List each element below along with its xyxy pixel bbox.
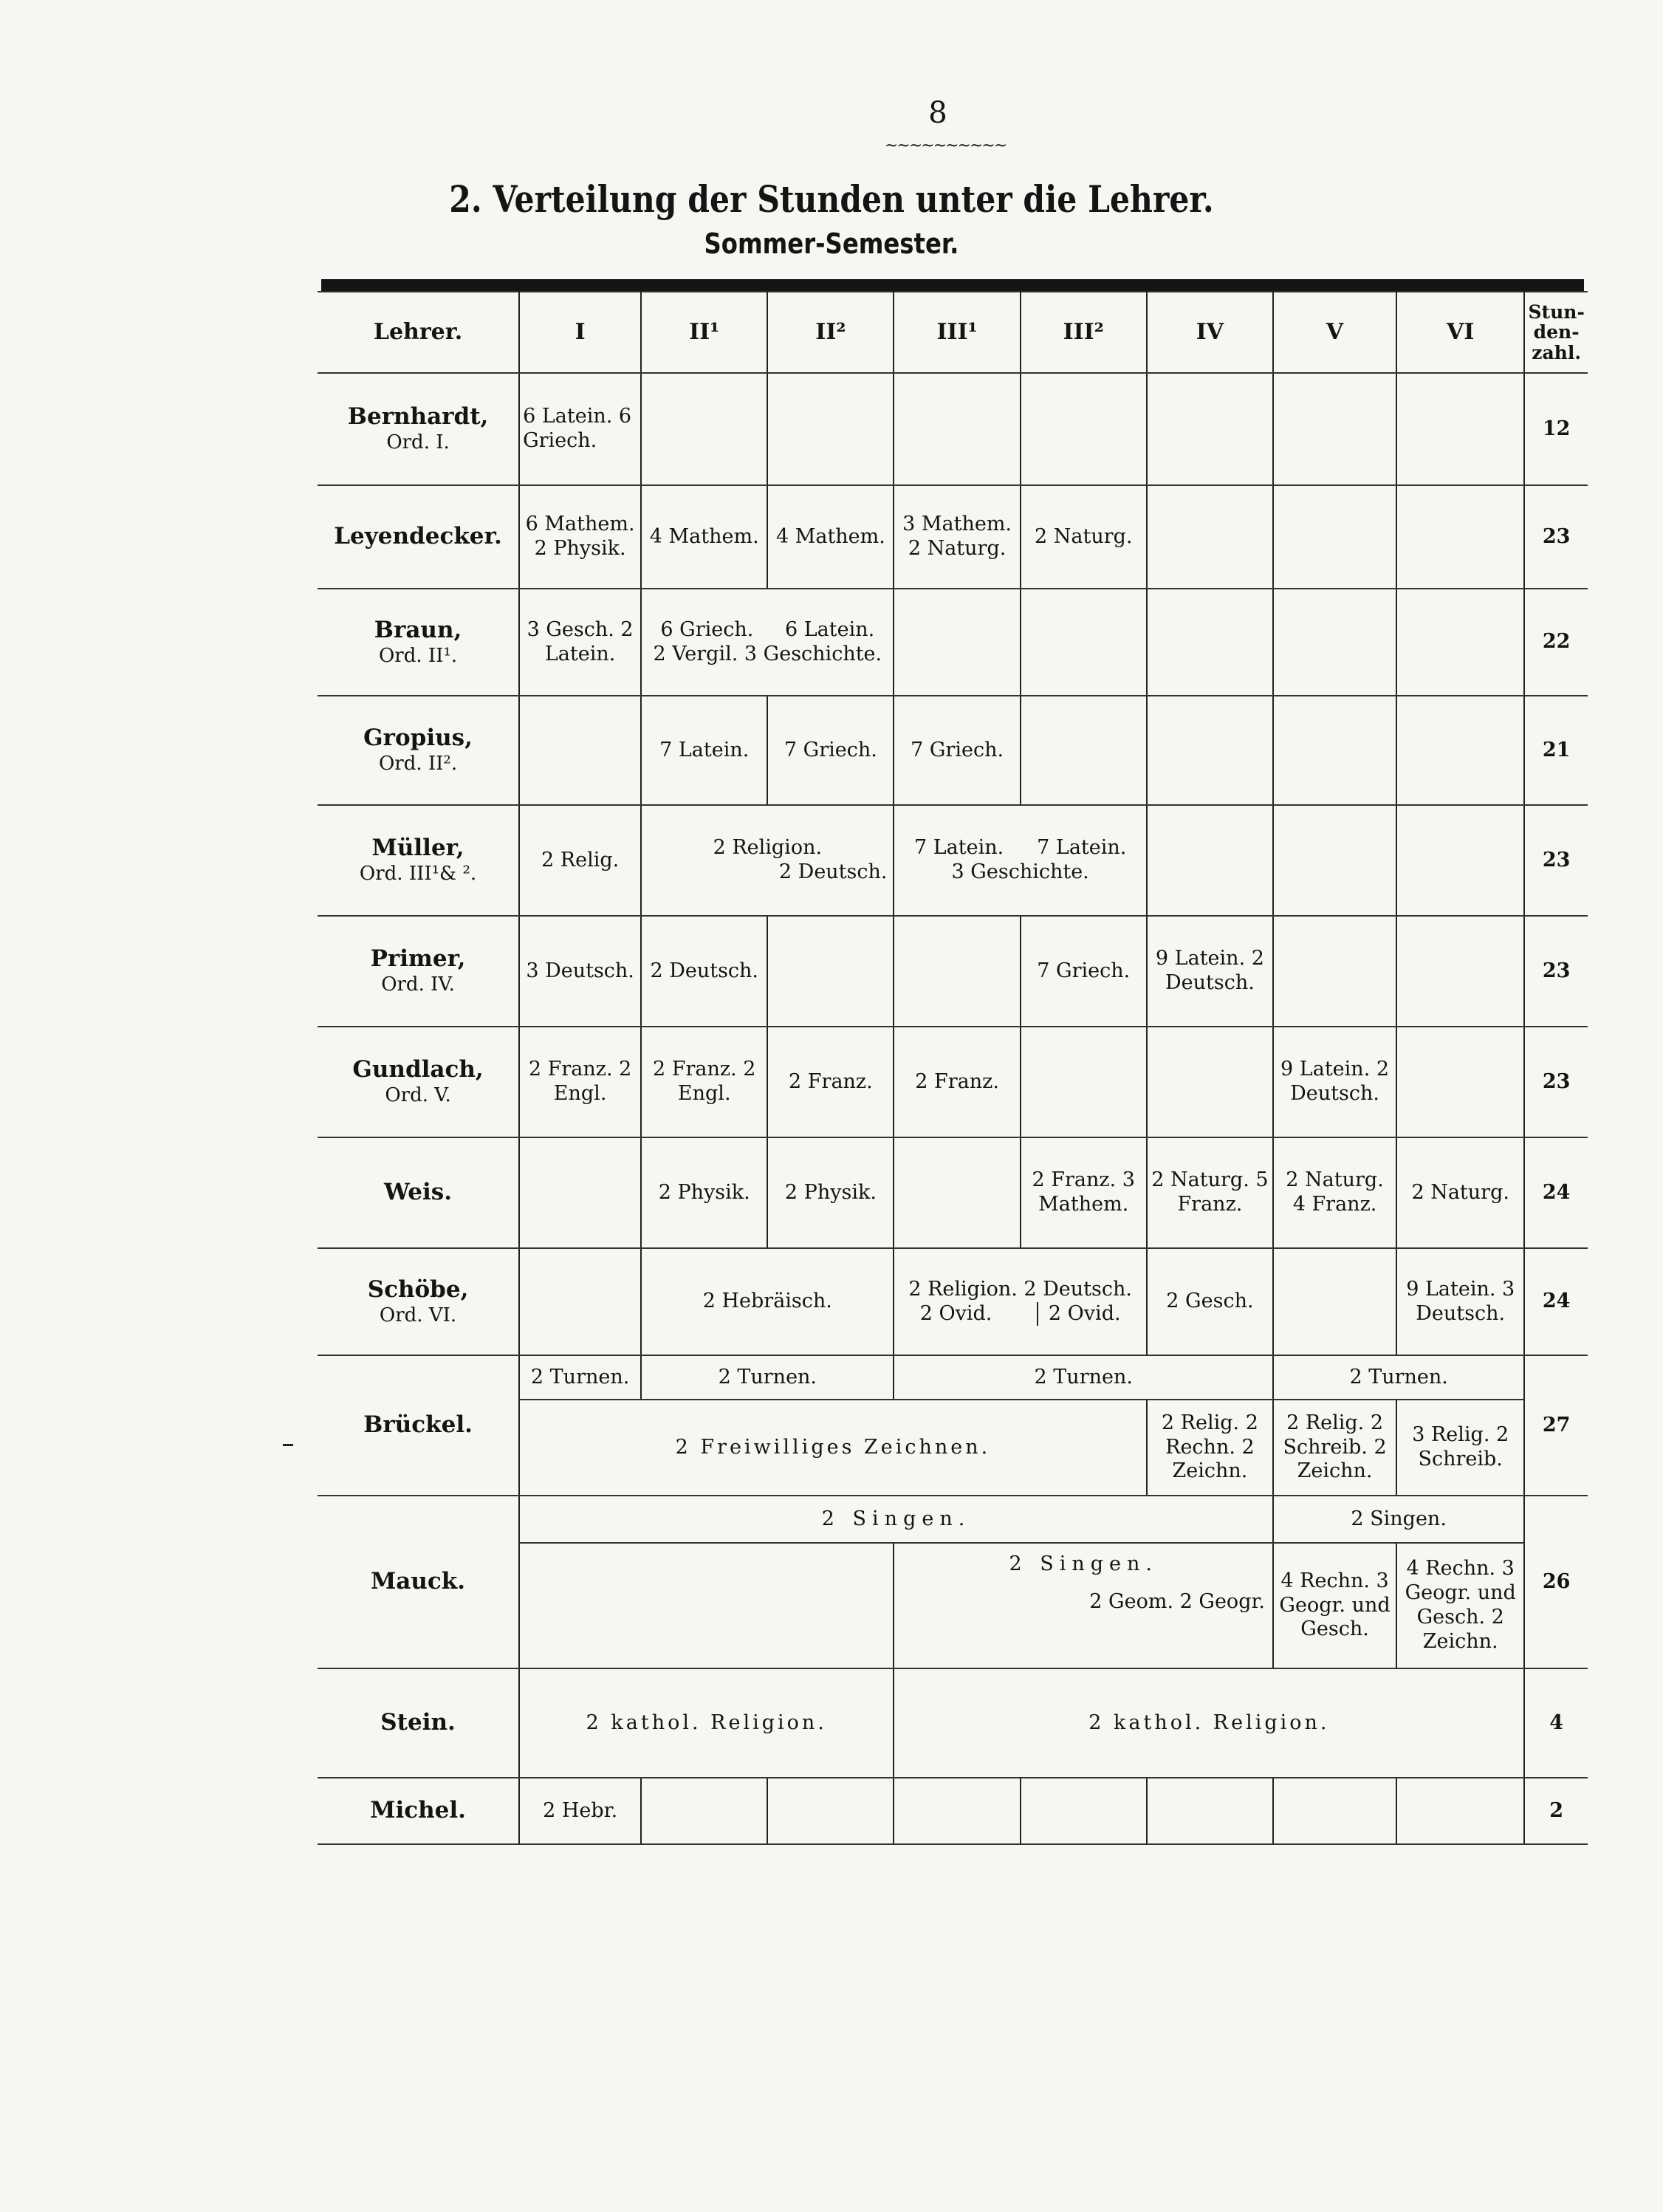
cell-IV [1147, 589, 1273, 696]
teacher-name: Stein. [380, 1709, 456, 1736]
cell-I: 3 Deutsch. [519, 916, 641, 1027]
cell-I: 2 Hebr. [519, 1778, 641, 1844]
cell-V-VI-joint: 2 Turnen. [1273, 1355, 1524, 1400]
cell-II2: 7 Griech. [767, 696, 894, 805]
header-class-III2: III² [1021, 292, 1147, 373]
cell-III1 [894, 1778, 1020, 1844]
cell-VI [1396, 1027, 1524, 1137]
row-primer [318, 916, 1588, 1027]
cell-III2 [1021, 696, 1147, 805]
cell-III2 [1021, 1027, 1147, 1137]
cell-II1: 2 Franz. 2 Engl. [641, 1027, 767, 1137]
cell-joint-text: 2 Religion. [713, 836, 823, 860]
cell-III2 [1021, 1778, 1147, 1844]
teacher-cell [318, 805, 519, 916]
cell-III-joint [894, 1248, 1146, 1355]
cell-V [1273, 1248, 1396, 1355]
cell-III-joint [894, 805, 1146, 916]
cell-III1 [894, 589, 1020, 696]
cell-V [1273, 589, 1396, 696]
cell-zeichnen-joint: 2 Freiwilliges Zeichnen. [519, 1400, 1147, 1496]
cell-VI [1396, 589, 1524, 696]
cell-III1: 2 Franz. [894, 1027, 1020, 1137]
cell-III2: 2 Ovid. [1037, 1302, 1121, 1326]
row-michel [318, 1778, 1588, 1844]
header-class-IV: IV [1147, 292, 1273, 373]
cell-II1: 4 Mathem. [641, 485, 767, 589]
cell-II2 [767, 1778, 894, 1844]
hours-total: 23 [1524, 485, 1588, 589]
cell-joint-text: 2 Religion. 2 Deutsch. [908, 1277, 1132, 1301]
teacher-cell [318, 1248, 519, 1355]
row-schoebe [318, 1248, 1588, 1355]
cell-V [1273, 696, 1396, 805]
teacher-cell [318, 1778, 519, 1844]
cell-empty [519, 1543, 894, 1668]
row-stein [318, 1668, 1588, 1778]
cell-VI: 9 Latein. 3 Deutsch. [1396, 1248, 1524, 1355]
cell-I: 2 Turnen. [519, 1355, 641, 1400]
cell-V: 2 Naturg. 4 Franz. [1273, 1137, 1396, 1248]
header-teacher: Lehrer. [318, 292, 519, 373]
teacher-hours-table [318, 291, 1588, 1845]
cell-II1: 7 Latein. [641, 696, 767, 805]
cell-V: 4 Rechn. 3 Geogr. und Gesch. [1273, 1543, 1396, 1668]
cell-III1: 2 Ovid. [919, 1301, 992, 1325]
hours-total: 22 [1524, 589, 1588, 696]
hours-total: 21 [1524, 696, 1588, 805]
teacher-ord: Ord. VI. [379, 1304, 457, 1326]
cell-IV [1147, 696, 1273, 805]
cell-III1 [894, 373, 1020, 485]
row-gundlach [318, 1027, 1588, 1137]
page-subtitle: Sommer-Semester. [704, 227, 959, 260]
cell-joint-text: 2 Vergil. 3 Geschichte. [653, 642, 882, 665]
page-number: 8 [928, 96, 947, 130]
cell-V: 2 Relig. 2 Schreib. 2 Zeichn. [1273, 1400, 1396, 1496]
row-mauck-singen [318, 1496, 1588, 1543]
cell-I: 6 Latein. 6 Griech. [519, 373, 641, 485]
teacher-name: Leyendecker. [334, 523, 502, 550]
teacher-cell [318, 916, 519, 1027]
teacher-name: Mauck. [370, 1568, 466, 1595]
header-class-I: I [519, 292, 641, 373]
teacher-cell [318, 696, 519, 805]
header-class-V: V [1273, 292, 1396, 373]
teacher-cell [318, 589, 519, 696]
teacher-name: Michel. [370, 1797, 466, 1824]
heavy-rule [321, 279, 1584, 291]
teacher-cell [318, 373, 519, 485]
cell-singen-joint: 2 Singen. [519, 1496, 1273, 1543]
cell-III1: 7 Latein. [913, 836, 1004, 860]
cell-I: 6 Mathem. 2 Physik. [519, 485, 641, 589]
cell-IV [1147, 805, 1273, 916]
cell-V [1273, 1778, 1396, 1844]
row-weis [318, 1137, 1588, 1248]
cell-VI [1396, 916, 1524, 1027]
cell-III1: 3 Mathem. 2 Naturg. [894, 485, 1020, 589]
cell-VI: 4 Rechn. 3 Geogr. und Gesch. 2 Zeichn. [1396, 1543, 1524, 1668]
cell-II2: 4 Mathem. [767, 485, 894, 589]
row-leyendecker [318, 485, 1588, 589]
header-class-III1: III¹ [894, 292, 1020, 373]
cell-VI: 3 Relig. 2 Schreib. [1396, 1400, 1524, 1496]
row-braun [318, 589, 1588, 696]
page-title: 2. Verteilung der Stunden unter die Lehrer. [449, 177, 1214, 221]
cell-II1: 2 Physik. [641, 1137, 767, 1248]
hours-total: 23 [1524, 805, 1588, 916]
margin-mark [283, 1444, 293, 1446]
cell-II1: 2 Deutsch. [641, 916, 767, 1027]
hours-total: 24 [1524, 1137, 1588, 1248]
header-class-II1: II¹ [641, 292, 767, 373]
header-class-II2: II² [767, 292, 894, 373]
cell-V: 9 Latein. 2 Deutsch. [1273, 1027, 1396, 1137]
cell-II-joint [641, 589, 894, 696]
cell-V [1273, 805, 1396, 916]
cell-IV: 2 Geom. 2 Geogr. [1089, 1589, 1265, 1613]
cell-religion-joint: 2 kathol. Religion. [519, 1668, 894, 1778]
cell-I: 2 Relig. [519, 805, 641, 916]
teacher-cell [318, 1668, 519, 1778]
hours-total: 26 [1524, 1496, 1588, 1668]
cell-I [519, 1248, 641, 1355]
cell-III2: 2 Franz. 3 Mathem. [1021, 1137, 1147, 1248]
cell-V [1273, 916, 1396, 1027]
cell-IV: 9 Latein. 2 Deutsch. [1147, 916, 1273, 1027]
cell-IV: 2 Gesch. [1147, 1248, 1273, 1355]
hours-total: 12 [1524, 373, 1588, 485]
cell-VI: 2 Naturg. [1396, 1137, 1524, 1248]
page-ornament: ~~~~~~~~~~ [884, 137, 1007, 155]
teacher-ord: Ord. III¹& ². [359, 863, 477, 886]
teacher-ord: Ord. I. [386, 431, 450, 454]
cell-III1: 7 Griech. [894, 696, 1020, 805]
cell-V-VI-joint: 2 Singen. [1273, 1496, 1524, 1543]
teacher-name: Gropius, [363, 725, 473, 752]
cell-religion-joint: 2 kathol. Religion. [894, 1668, 1524, 1778]
cell-VI [1396, 373, 1524, 485]
teacher-cell [318, 1027, 519, 1137]
teacher-name: Schöbe, [367, 1276, 469, 1303]
teacher-name: Braun, [374, 616, 462, 643]
cell-I [519, 696, 641, 805]
cell-VI [1396, 485, 1524, 589]
cell-II2 [767, 916, 894, 1027]
cell-IV: 2 Naturg. 5 Franz. [1147, 1137, 1273, 1248]
cell-III1 [894, 916, 1020, 1027]
cell-VI [1396, 696, 1524, 805]
cell-II2: 2 Franz. [767, 1027, 894, 1137]
cell-III-IV-joint: 2 Turnen. [894, 1355, 1273, 1400]
teacher-name: Gundlach, [352, 1056, 484, 1083]
cell-singen2-text: 2 Singen. [1009, 1552, 1158, 1575]
cell-IV [1147, 1027, 1273, 1137]
teacher-cell [318, 1355, 519, 1496]
cell-II1 [641, 1778, 767, 1844]
cell-II1: 6 Griech. [660, 617, 754, 641]
row-mueller [318, 805, 1588, 916]
cell-I: 3 Gesch. 2 Latein. [519, 589, 641, 696]
hours-total: 24 [1524, 1248, 1588, 1355]
teacher-cell [318, 485, 519, 589]
cell-IV: 2 Relig. 2 Rechn. 2 Zeichn. [1147, 1400, 1273, 1496]
hours-total: 23 [1524, 916, 1588, 1027]
teacher-name: Weis. [384, 1179, 453, 1206]
teacher-name: Brückel. [363, 1411, 473, 1439]
cell-III2: 7 Griech. [1021, 916, 1147, 1027]
hours-total: 27 [1524, 1355, 1588, 1496]
teacher-name: Bernhardt, [347, 403, 489, 431]
cell-II2 [767, 373, 894, 485]
cell-singen2-joint [894, 1543, 1273, 1668]
cell-II2: 2 Deutsch. [778, 860, 888, 883]
teacher-name: Primer, [370, 945, 466, 973]
cell-VI [1396, 805, 1524, 916]
row-bernhardt [318, 373, 1588, 485]
cell-VI [1396, 1778, 1524, 1844]
hours-total: 2 [1524, 1778, 1588, 1844]
cell-V [1273, 485, 1396, 589]
cell-II1 [641, 373, 767, 485]
header-hours-total: Stun-den-zahl. [1524, 292, 1588, 373]
hours-total: 23 [1524, 1027, 1588, 1137]
cell-II-joint: 2 Hebräisch. [641, 1248, 894, 1355]
teacher-cell [318, 1137, 519, 1248]
teacher-ord: Ord. II². [378, 753, 458, 775]
hours-total: 4 [1524, 1668, 1588, 1778]
cell-I: 2 Franz. 2 Engl. [519, 1027, 641, 1137]
cell-III1 [894, 1137, 1020, 1248]
teacher-ord: Ord. V. [385, 1084, 451, 1107]
cell-III2 [1021, 373, 1147, 485]
cell-IV [1147, 1778, 1273, 1844]
cell-III2: 2 Naturg. [1021, 485, 1147, 589]
cell-IV [1147, 373, 1273, 485]
header-row [318, 292, 1588, 373]
row-gropius [318, 696, 1588, 805]
cell-IV [1147, 485, 1273, 589]
cell-II2: 6 Latein. [784, 617, 875, 641]
teacher-name: Müller, [371, 835, 464, 862]
cell-III2 [1021, 589, 1147, 696]
teacher-ord: Ord. IV. [381, 973, 455, 996]
cell-joint-text: 3 Geschichte. [951, 860, 1089, 883]
cell-I [519, 1137, 641, 1248]
cell-II2: 2 Physik. [767, 1137, 894, 1248]
cell-V [1273, 373, 1396, 485]
teacher-cell [318, 1496, 519, 1668]
cell-II-joint: 2 Turnen. [641, 1355, 894, 1400]
cell-II-joint [641, 805, 894, 916]
row-brueckel-turnen [318, 1355, 1588, 1400]
teacher-ord: Ord. II¹. [378, 644, 458, 667]
header-class-VI: VI [1396, 292, 1524, 373]
cell-III2: 7 Latein. [1037, 836, 1127, 860]
